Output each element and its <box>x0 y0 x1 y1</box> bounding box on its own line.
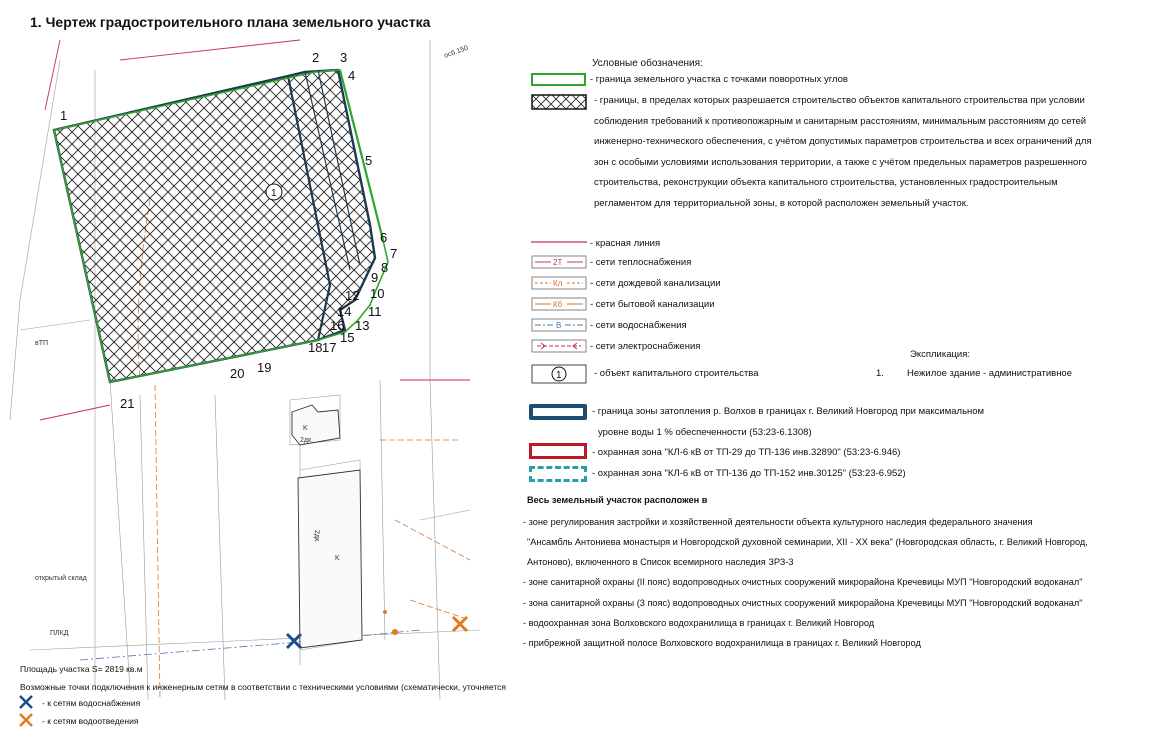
note-6: - водоохранная зона Волховского водохранилища в границах г. Великий Новгород <box>523 618 875 628</box>
legend-sewer-code: Кб <box>553 300 563 309</box>
note-4: - зоне санитарной охраны (II пояс) водопроводных очистных сооружений микрорайона Кречевицы МУП "Новгородский водоканал" <box>523 577 1083 587</box>
legend-cable1-text: - охранная зона "КЛ-6 кВ от ТП-29 до ТП-136 инв.32890" (53:23-6.946) <box>592 447 901 458</box>
point-11: 11 <box>368 304 382 319</box>
point-9: 9 <box>371 270 379 285</box>
legend-object-text: - объект капитального строительства <box>594 368 759 379</box>
plkd-label: ПЛКД <box>50 630 69 637</box>
point-6: 6 <box>380 230 388 245</box>
notes-heading: Весь земельный участок расположен в <box>527 495 708 505</box>
explication-heading: Экспликация: <box>910 349 971 360</box>
legend-water-code: В <box>556 321 562 330</box>
point-12: 12 <box>345 288 360 303</box>
point-2: 2 <box>312 50 320 65</box>
sewer-connection-text: - к сетям водоотведения <box>42 716 139 726</box>
point-4: 4 <box>348 68 356 83</box>
legend-flood-text: - граница зоны затопления р. Волхов в границах г. Великий Новгород при максимальном <box>592 406 985 417</box>
sewer-connection-marker <box>453 617 467 631</box>
note-3: Антоново), включенного в Список всемирного наследия ЗРЗ-3 <box>527 557 794 567</box>
page-title: 1. Чертеж градостроительного плана земельного участка <box>30 14 431 30</box>
point-5: 5 <box>365 153 373 168</box>
explication-num: 1. <box>876 368 884 379</box>
legend-heading: Условные обозначения: <box>592 58 703 69</box>
note-5: - зона санитарной охраны (3 пояс) водопроводных очистных сооружений микрорайона Кречевицы МУП "Новгородский водоканал" <box>523 598 1083 608</box>
legend-symbol-storm <box>531 276 587 290</box>
point-1: 1 <box>60 108 68 123</box>
point-10: 10 <box>370 286 385 301</box>
legend-symbol-electric <box>531 339 587 353</box>
point-16: 16 <box>330 318 345 333</box>
buildable-zone <box>54 70 375 382</box>
explication-text: Нежилое здание - административное <box>907 368 1073 379</box>
point-19: 19 <box>257 360 272 375</box>
legend-electric-text: - сети электроснабжения <box>590 341 701 352</box>
legend-water-text: - сети водоснабжения <box>590 320 687 331</box>
sewer-connection-icon <box>18 712 34 728</box>
legend-plot-text: - граница земельного участка с точками поворотных углов <box>590 74 848 85</box>
note-1: - зоне регулирования застройки и хозяйственной деятельности объекта культурного наследия федерального значения <box>523 517 1033 527</box>
water-network-lines <box>80 630 420 660</box>
point-7: 7 <box>390 246 398 261</box>
legend-heat-code: 2Т <box>553 258 563 267</box>
point-14: 14 <box>337 304 352 319</box>
legend-symbol-plot <box>531 73 586 86</box>
open-storage-label: открытый склад <box>35 575 87 582</box>
legend-symbol-heat <box>531 255 587 269</box>
point-15: 15 <box>340 330 355 345</box>
legend-buildable-text: - границы, в пределах которых разрешается строительство объектов капитального строительства при условии соблюдения требований к противопожарным и санитарным расстояниям, минимальным расстояниям до сетей инженерно-технического обеспечения, с учётом допустимых параметров строительства и всех ограничений для зон с особыми условиями использования территории, а также с учётом предельных параметров разрешенного строительства, реконструкции объекта капитального строительства, установленных градостроительным регламентом для территориальной зоны, в которой расположен земельный участок. <box>594 95 1092 209</box>
legend-symbol-red-line <box>531 237 587 247</box>
legend-heat-text: - сети теплоснабжения <box>590 257 692 268</box>
point-20: 20 <box>230 366 245 381</box>
legend-symbol-cable-zone-1 <box>529 443 587 459</box>
legend-symbol-object <box>531 364 587 384</box>
orange-conn-spots <box>383 610 398 635</box>
legend-symbol-flood-zone <box>529 404 587 420</box>
osb-label: осб.150 <box>443 44 470 60</box>
water-connection-icon <box>18 694 34 710</box>
point-8: 8 <box>381 260 389 275</box>
point-18: 18 <box>308 340 323 355</box>
building-label-2dk: 2дк. <box>300 437 313 444</box>
building-label-k2: K <box>335 555 340 562</box>
note-2: "Ансамбль Антониева монастыря и Новгородской духовной семинарии, XII - XX века" (Новгородская область, г. Великий Новгород, <box>527 537 1088 547</box>
legend-symbol-buildable <box>531 94 587 110</box>
legend-red-line-text: - красная линия <box>590 238 661 249</box>
water-connection-text: - к сетям водоснабжения <box>42 698 141 708</box>
note-7: - прибрежной защитной полосе Волховского водохранилища в границах г. Великий Новгород <box>523 638 921 648</box>
legend-flood-text2: уровне воды 1 % обеспеченности (53:23-6.1308) <box>598 427 812 438</box>
building-label-k: K <box>303 425 308 432</box>
legend-storm-code: Кл <box>553 279 563 288</box>
connection-text: Возможные точки подключения к инженерным сетям в соответствии с техническими условиями (схематически, уточняется <box>20 682 506 692</box>
legend-symbol-water <box>531 318 587 332</box>
legend-object-code: 1 <box>556 370 562 381</box>
area-text: Площадь участка S= 2819 кв.м <box>20 664 143 674</box>
point-17: 17 <box>322 340 337 355</box>
legend-storm-text: - сети дождевой канализации <box>590 278 721 289</box>
legend-cable2-text: - охранная зона "КЛ-6 кВ от ТП-136 до ТП-152 инв.30125" (53:23-6.952) <box>592 468 906 479</box>
point-3: 3 <box>340 50 348 65</box>
legend-symbol-cable-zone-2 <box>529 466 587 482</box>
point-21: 21 <box>120 396 135 411</box>
tp-label: вТП <box>35 340 49 347</box>
legend-symbol-sewer <box>531 297 587 311</box>
point-13: 13 <box>355 318 370 333</box>
legend-sewer-text: - сети бытовой канализации <box>590 299 715 310</box>
site-plan-map <box>0 0 500 749</box>
object-number: 1 <box>271 188 277 199</box>
building-label-2dk2: 2дк. <box>313 530 320 543</box>
water-connection-marker <box>287 634 301 648</box>
